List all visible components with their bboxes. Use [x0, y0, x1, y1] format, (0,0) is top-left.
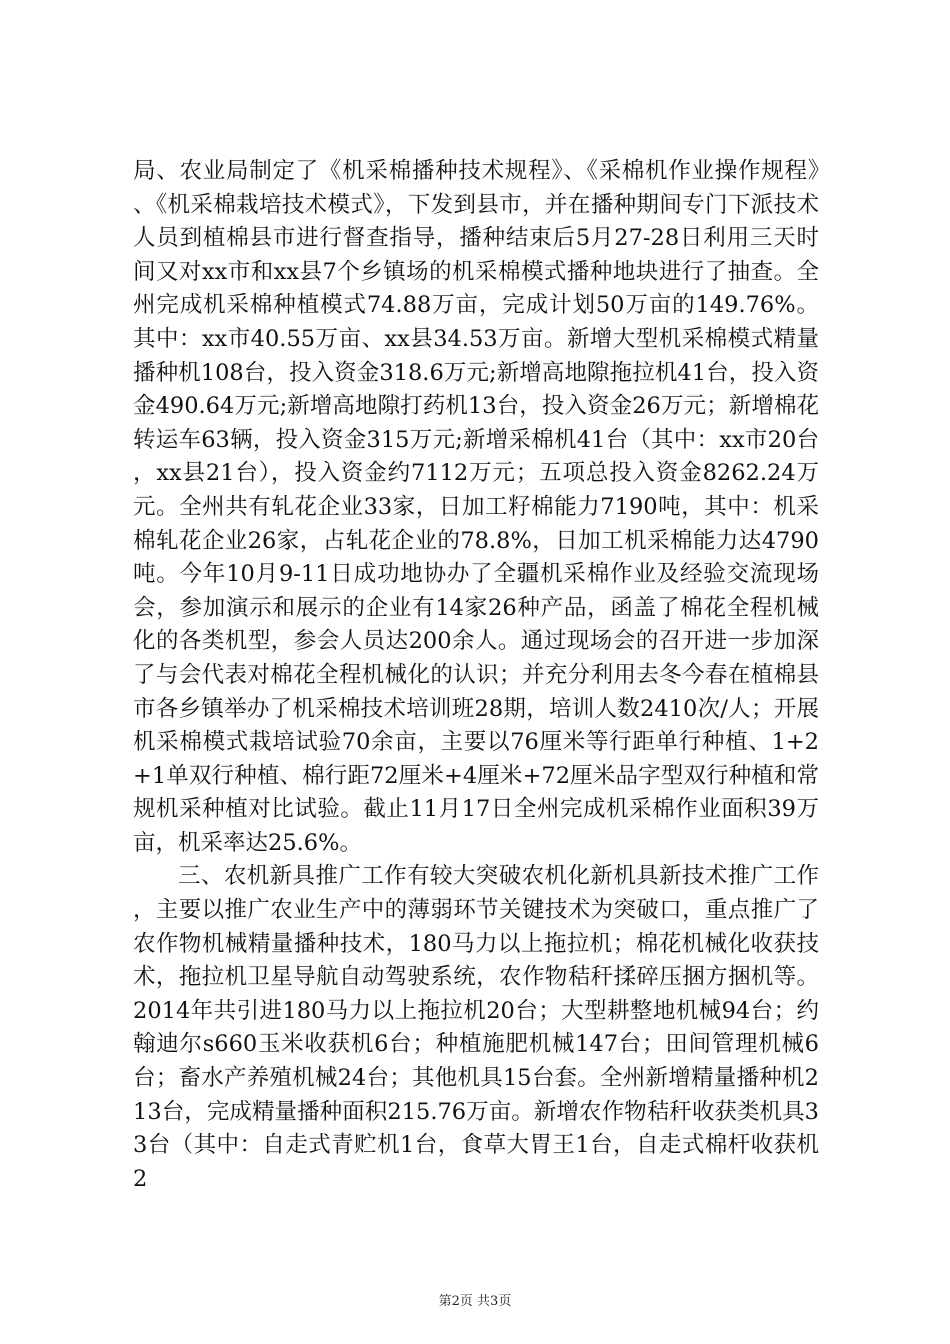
page-footer: 第2页 共3页 [438, 1294, 512, 1309]
body-text [133, 155, 819, 1196]
paragraph-new-machinery: 三、农机新具推广工作有较大突破农机化新机具新技术推广工作，主要以推广农业生产中的薄弱环节关键技术为突破口，重点推广了农作物机械精量播种技术，180马力以上拖拉机；棉花机械化收获技术，拖拉机卫星导航自动驾驶系统，农作物秸秆揉碎压捆方捆机等。2014年共引进180马力以上拖拉机20台；大型耕整地机械94台；约翰迪尔s660玉米收获机6台；种植施肥机械147台；田间管理机械6台；畜水产养殖机械24台；其他机具15台套。全州新增精量播种机213台，完成精量播种面积215.76万亩。新增农作物秸秆收获类机具33台（其中：自走式青贮机1台，食草大胃王1台，自走式棉杆收获机2 [133, 863, 819, 1192]
paragraph-machine-cotton: 局、农业局制定了《机采棉播种技术规程》、《采棉机作业操作规程》、《机采棉栽培技术模式》，下发到县市，并在播种期间专门下派技术人员到植棉县市进行督查指导，播种结束后5月27-28日利用三天时间又对xx市和xx县7个乡镇场的机采棉模式播种地块进行了抽查。全州完成机采棉种植模式74.88万亩，完成计划50万亩的149.76%。其中：xx市40.55万亩、xx县34.53万亩。新增大型机采棉模式精量播种机108台，投入资金318.6万元;新增高地隙拖拉机41台，投入资金490.64万元;新增高地隙打药机13台，投入资金26万元；新增棉花转运车63辆，投入资金315万元;新增采棉机41台（其中：xx市20台，xx县21台），投入资金约7112万元；五项总投入资金8262.24万元。全州共有轧花企业33家，日加工籽棉能力7190吨，其中：机采棉轧花企业26家，占轧花企业的78.8%，日加工机采棉能力达4790吨。今年10月9-11日成功地协办了全疆机采棉作业及经验交流现场会，参加演示和展示的企业有14家26种产品，函盖了棉花全程机械化的各类机型，参会人员达200余人。通过现场会的召开进一步加深了与会代表对棉花全程机械化的认识；并充分利用去冬今春在植棉县市各乡镇举办了机采棉技术培训班28期，培训人数2410次/人；开展机采棉模式栽培试验70余亩，主要以76厘米等行距单行种植、1+2+1单双行种植、棉行距72厘米+4厘米+72厘米品字型双行种植和常规机采种植对比试验。截止11月17日全州完成机采棉作业面积39万亩，机采率达25.6%。 [133, 158, 819, 856]
